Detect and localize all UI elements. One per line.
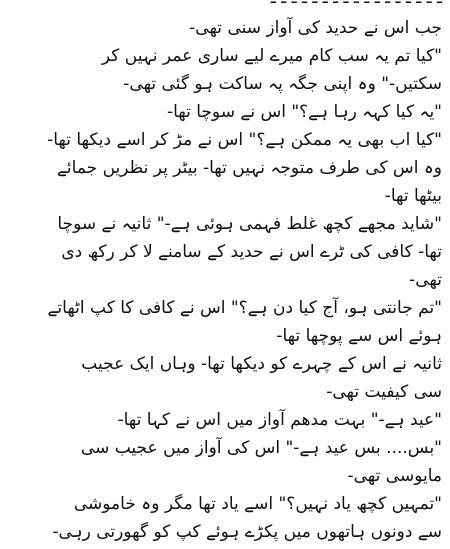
text-line-13: ثانیہ نے اس کے چہرے کو دیکھا تھا- وہاں ایک عجیب [81, 354, 442, 374]
text-line-5: "کیا اب بھی یہ ممکن ہے؟" اس نے مڑ کر اسے دیکھا تھا- [47, 130, 442, 150]
text-line-3: سکتیں-" وہ اپنی جگہ پہ ساکت ہو گئی تھی- [123, 74, 442, 94]
text-line-2: "کیا تم یہ سب کام میرے لیے ساری عمر نہیں کر [101, 46, 442, 66]
text-line-8: "شاید مجھے کچھ غلط فہمی ہوئی ہے-" ثانیہ نے سوچا [57, 214, 442, 234]
text-line-19: سے دونوں ہاتھوں میں پکڑے ہوئے کپ کو گھورتی رہی- [52, 522, 442, 542]
text-line-9: تھا- کافی کی ٹرے اس نے حدید کے سامنے لا کر رکھ دی [61, 242, 442, 262]
text-line-14: سی کیفیت تھی- [326, 382, 442, 402]
text-line-4: "یہ کیا کہہ رہا ہے؟" اس نے سوچا تھا- [166, 102, 442, 122]
text-line-12: ہوئے اس سے پوچھا تھا- [276, 326, 442, 346]
text-line-18: "تمہیں کچھ یاد نہیں؟" اسے یاد تھا مگر وہ خاموشی [73, 494, 442, 514]
text-line-16: "بس.... بس عید ہے-" اس کی آواز میں عجیب سی [80, 438, 442, 458]
text-line-6: وہ اس کی طرف متوجہ نہیں تھا- بیٹر پر نظریں جمائے [56, 158, 442, 178]
text-line-1: جب اس نے حدید کی آواز سنی تھی- [189, 18, 442, 38]
text-line-10: تھی- [409, 270, 442, 290]
text-line-15: "عید ہے-" بہت مدھم آواز میں اس نے کہا تھا- [117, 410, 442, 430]
text-line-11: "تم جانتی ہو، آج کیا دن ہے؟" اس نے کافی کا کپ اٹھاتے [47, 298, 442, 318]
text-line-7: بیٹھا تھا- [384, 186, 442, 206]
cut-off-line-top [271, 0, 442, 12]
text-line-17: مایوسی تھی- [347, 466, 442, 486]
